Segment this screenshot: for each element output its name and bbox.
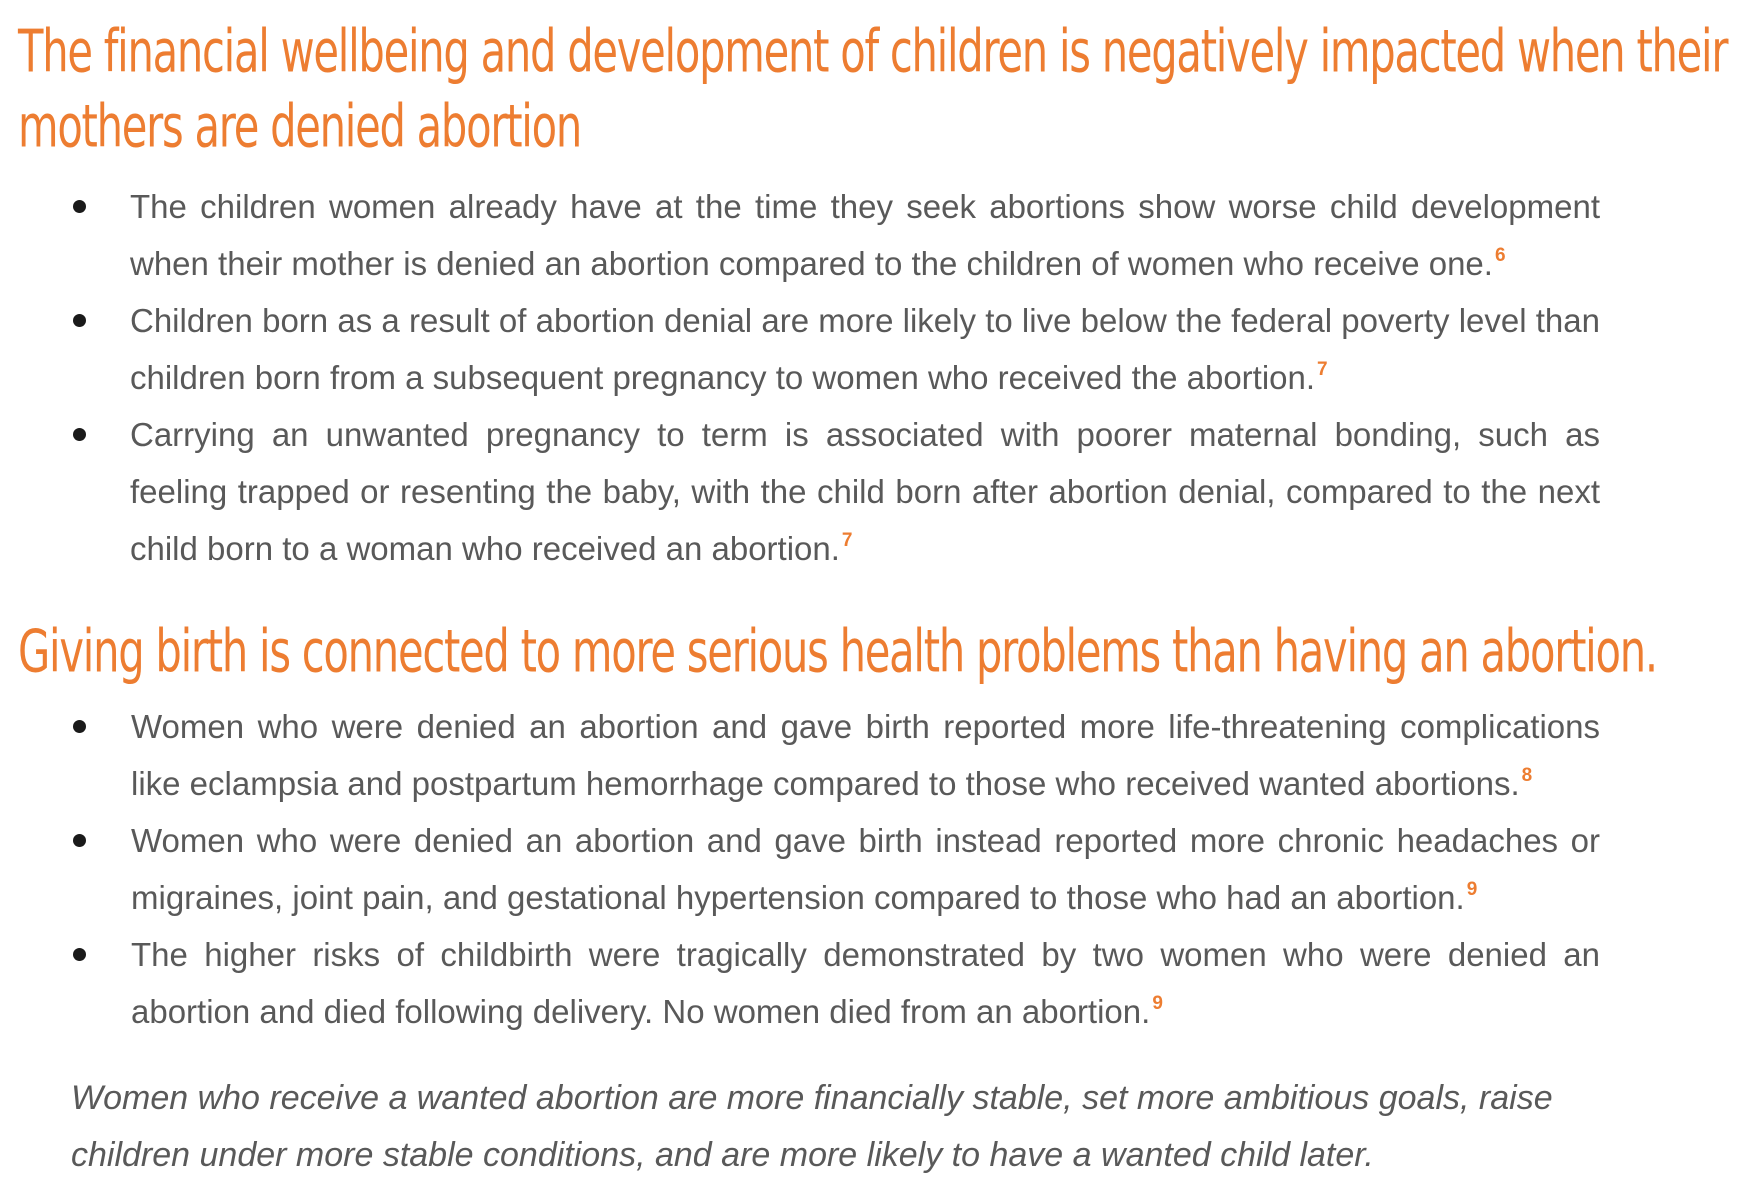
section-2-heading: Giving birth is connected to more serious health problems than having an abortion. bbox=[18, 617, 1657, 686]
bullet-text: Carrying an unwanted pregnancy to term is associated with poorer maternal bonding, such as feeling trapped or resenting the baby, with the child born after abortion denial, compared to the next child born to a woman who received an abortion. bbox=[130, 416, 1600, 567]
section-2-bullet-list bbox=[0, 698, 1741, 1040]
bullet-icon bbox=[73, 200, 86, 213]
closing-statement: Women who receive a wanted abortion are more financially stable, set more ambitious goals, raise children under more stable conditions, and are more likely to have a wanted child later. bbox=[71, 1079, 1553, 1174]
citation-marker: 9 bbox=[1152, 993, 1163, 1014]
bullet-text: The higher risks of childbirth were tragically demonstrated by two women who were denied an abortion and died following delivery. No women died from an abortion. bbox=[131, 936, 1600, 1030]
list-item bbox=[0, 406, 1600, 577]
bullet-icon bbox=[73, 720, 86, 733]
section-1-heading-line-2: mothers are denied abortion bbox=[18, 92, 582, 161]
bullet-icon bbox=[73, 834, 86, 847]
citation-marker: 6 bbox=[1494, 245, 1506, 266]
section-1-heading-line-1: The financial wellbeing and development of children is negatively impacted when their bbox=[18, 17, 1728, 86]
citation-marker: 7 bbox=[1317, 359, 1328, 380]
citation-marker: 9 bbox=[1466, 879, 1478, 900]
list-item bbox=[0, 698, 1600, 812]
list-item bbox=[0, 812, 1600, 926]
bullet-text: Women who were denied an abortion and gave birth reported more life-threatening complications like eclampsia and postpartum hemorrhage compared to those who received wanted abortions. bbox=[131, 708, 1600, 802]
bullet-icon bbox=[73, 314, 86, 327]
citation-marker: 7 bbox=[841, 530, 853, 551]
bullet-icon bbox=[73, 948, 86, 961]
bullet-text: The children women already have at the time they seek abortions show worse child development when their mother is denied an abortion compared to the children of women who receive one. bbox=[130, 188, 1600, 282]
section-1-bullet-list bbox=[0, 178, 1741, 577]
bullet-text: Women who were denied an abortion and gave birth instead reported more chronic headaches or migraines, joint pain, and gestational hypertension compared to those who had an abortion. bbox=[131, 822, 1600, 916]
citation-marker: 8 bbox=[1521, 765, 1533, 786]
bullet-icon bbox=[73, 428, 86, 441]
list-item bbox=[0, 926, 1600, 1040]
bullet-text: Children born as a result of abortion denial are more likely to live below the federal poverty level than children born from a subsequent pregnancy to women who received the abortion. bbox=[130, 302, 1600, 396]
list-item bbox=[0, 178, 1600, 292]
list-item bbox=[0, 292, 1600, 406]
